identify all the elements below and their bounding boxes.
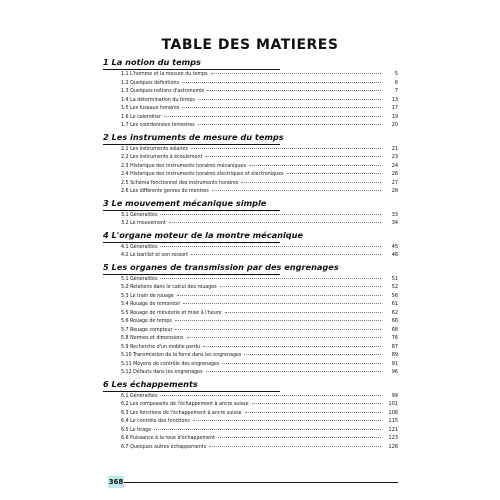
dot-leader [206, 371, 381, 372]
entry-page-number: 115 [388, 418, 398, 424]
dot-leader [160, 214, 381, 215]
dot-leader [175, 329, 381, 330]
toc-entry[interactable] [103, 334, 398, 343]
dot-leader [191, 148, 381, 149]
toc-entry[interactable] [103, 417, 398, 426]
entry-page-number: 26 [391, 171, 398, 177]
toc-entry[interactable] [103, 409, 398, 418]
entry-label: 6.6 Puissance à la roue d'échappement [121, 435, 215, 441]
dot-leader [252, 403, 381, 404]
dot-leader [182, 107, 381, 108]
entry-page-number: 23 [391, 154, 398, 160]
toc-entry[interactable] [103, 434, 398, 443]
entry-page-number: 28 [391, 188, 398, 194]
dot-leader [164, 116, 381, 117]
entry-page-number: 33 [391, 211, 398, 218]
toc-entry[interactable] [103, 292, 398, 301]
entry-label: 6.3 Les fonctions de l'échappement à ancre suisse [121, 409, 242, 416]
toc-entry[interactable] [103, 360, 398, 369]
dot-leader [160, 278, 381, 279]
entry-label: 1.4 La détermination du temps [121, 96, 195, 103]
dot-leader [191, 254, 381, 255]
entry-label: 3.1 Généralités [121, 211, 158, 218]
chapter-section [103, 378, 398, 452]
toc-entry[interactable] [103, 343, 398, 352]
dot-leader [187, 337, 382, 338]
entry-page-number: 123 [388, 435, 398, 441]
entry-label: 6.1 Généralités [121, 392, 158, 399]
entry-page-number: 21 [391, 145, 398, 152]
toc-entry[interactable] [103, 351, 398, 360]
entry-label: 5.10 Transmission de la force dans les engrenages [121, 352, 242, 358]
table-of-contents [103, 55, 398, 451]
entry-page-number: 7 [394, 88, 398, 94]
toc-entry[interactable] [103, 70, 398, 79]
entry-page-number: 89 [391, 352, 398, 358]
entry-page-number: 17 [391, 105, 398, 111]
toc-entry[interactable] [103, 121, 398, 130]
dot-leader [205, 156, 381, 157]
dot-leader [244, 354, 381, 355]
toc-entry[interactable] [103, 179, 398, 188]
toc-entry[interactable] [103, 187, 398, 196]
toc-entry[interactable] [103, 317, 398, 326]
toc-entry[interactable] [103, 326, 398, 335]
dot-leader [249, 165, 381, 166]
toc-entry[interactable] [103, 275, 398, 284]
chapter-title[interactable]: 4 L'organe moteur de la montre mécanique [103, 229, 280, 243]
dot-leader [245, 412, 381, 413]
toc-entry[interactable] [103, 96, 398, 105]
entry-page-number: 101 [388, 401, 398, 407]
entry-page-number: 91 [391, 360, 398, 367]
entry-page-number: 51 [391, 275, 398, 282]
chapter-section [103, 56, 398, 130]
toc-entry[interactable] [103, 87, 398, 96]
dot-leader [169, 222, 381, 223]
dot-leader [212, 190, 381, 191]
toc-entry[interactable] [103, 251, 398, 260]
dot-leader [220, 286, 381, 287]
toc-entry[interactable] [103, 283, 398, 292]
dot-leader [177, 295, 381, 296]
chapter-title[interactable]: 5 Les organes de transmission par des engrenages [103, 261, 280, 275]
dot-leader [154, 429, 381, 430]
toc-entry[interactable] [103, 170, 398, 179]
toc-entry[interactable] [103, 400, 398, 409]
chapter-title[interactable]: 6 Les échappements [103, 378, 280, 392]
entry-page-number: 27 [391, 179, 398, 186]
entry-label: 4.1 Généralités [121, 243, 158, 250]
entry-label: 5.7 Rouage compteur [121, 326, 173, 333]
entry-label: 2.2 Les instruments à écoulement [121, 154, 203, 160]
entry-page-number: 76 [391, 335, 398, 341]
toc-entry[interactable] [103, 368, 398, 377]
chapter-title[interactable]: 3 Le mouvement mécanique simple [103, 197, 280, 211]
dot-leader [211, 73, 381, 74]
entry-page-number: 20 [391, 122, 398, 128]
chapter-section [103, 229, 398, 260]
entry-label: 6.2 Les composants de l'échappement à ancre suisse [121, 401, 249, 407]
entry-label: 1.7 Les coordonnées terrestres [121, 122, 195, 128]
entry-label: 2.6 Les différents genres de montres [121, 188, 209, 194]
entry-page-number: 19 [391, 113, 398, 120]
entry-page-number: 62 [391, 309, 398, 316]
entry-page-number: 66 [391, 318, 398, 324]
entry-label: 1.5 Les fuseaux horaires [121, 105, 180, 111]
dot-leader [175, 320, 381, 321]
dot-leader [160, 395, 381, 396]
entry-label: 1.6 Le calendrier [121, 113, 162, 120]
entry-page-number: 46 [391, 252, 398, 258]
entry-label: 4.2 Le barillet et son ressort [121, 252, 189, 258]
entry-page-number: 121 [388, 426, 398, 433]
dot-leader [287, 173, 381, 174]
bottom-rule [124, 482, 398, 483]
entry-label: 5.6 Rouage de temps [121, 318, 172, 324]
toc-entry[interactable] [103, 426, 398, 435]
toc-entry[interactable] [103, 211, 398, 220]
toc-entry[interactable] [103, 309, 398, 318]
dot-leader [241, 182, 381, 183]
dot-leader [207, 90, 381, 91]
chapter-title[interactable]: 2 Les instruments de mesure du temps [103, 131, 280, 145]
chapter-title[interactable]: 1 La notion du temps [103, 56, 280, 70]
entry-label: 1.3 Quelques notions d'astronomie [121, 88, 205, 94]
entry-label: 5.12 Défauts dans les engrenages [121, 369, 203, 375]
page-number-badge: 368 [108, 478, 124, 486]
dot-leader [198, 124, 381, 125]
dot-leader [209, 446, 381, 447]
entry-label: 2.4 Historique des instruments horaires électriques et électroniques [121, 171, 284, 177]
dot-leader [182, 82, 381, 83]
entry-label: 5.4 Rouage de remontoir [121, 301, 181, 307]
entry-label: 6.7 Quelques autres échappements [121, 443, 207, 450]
dot-leader [193, 420, 381, 421]
entry-label: 5.1 Généralités [121, 275, 158, 282]
entry-page-number: 99 [391, 392, 398, 399]
entry-label: 6.4 Le contrôle des fonctions [121, 418, 190, 424]
toc-entry[interactable] [103, 443, 398, 452]
entry-label: 1.1 L'homme et la mesure du temps [121, 71, 208, 77]
dot-leader [222, 363, 381, 364]
dot-leader [218, 437, 381, 438]
entry-page-number: 96 [391, 369, 398, 375]
entry-label: 5.9 Recherche d'un mobile perdu [121, 343, 201, 350]
entry-label: 5.11 Moyens de contrôle des engrenages [121, 360, 220, 367]
chapter-section [103, 261, 398, 377]
entry-page-number: 6 [394, 79, 398, 86]
entry-page-number: 52 [391, 284, 398, 290]
entry-page-number: 45 [391, 243, 398, 250]
entry-page-number: 106 [388, 409, 398, 416]
toc-entry[interactable] [103, 153, 398, 162]
dot-leader [198, 99, 381, 100]
dot-leader [160, 246, 381, 247]
entry-page-number: 13 [391, 96, 398, 103]
entry-label: 5.3 Le train de rouage [121, 292, 174, 299]
entry-page-number: 126 [388, 443, 398, 450]
page-title: TABLE DES MATIERES [161, 37, 339, 53]
toc-entry[interactable] [103, 145, 398, 154]
toc-entry[interactable] [103, 79, 398, 88]
toc-entry[interactable] [103, 243, 398, 252]
entry-page-number: 5 [394, 71, 398, 77]
dot-leader [203, 346, 381, 347]
entry-label: 6.5 Le tirage [121, 426, 152, 433]
entry-page-number: 68 [391, 326, 398, 333]
toc-entry[interactable] [103, 104, 398, 113]
toc-entry[interactable] [103, 219, 398, 228]
entry-label: 5.8 Normes et dimensions [121, 335, 184, 341]
entry-page-number: 24 [391, 162, 398, 169]
chapter-section [103, 197, 398, 228]
entry-label: 2.3 Historique des instruments horaires mécaniques [121, 162, 246, 169]
toc-entry[interactable] [103, 162, 398, 171]
entry-page-number: 87 [391, 343, 398, 350]
dot-leader [183, 303, 381, 304]
entry-label: 3.2 Le mouvement [121, 220, 166, 226]
entry-page-number: 56 [391, 292, 398, 299]
entry-page-number: 61 [391, 301, 398, 307]
toc-entry[interactable] [103, 392, 398, 401]
toc-entry[interactable] [103, 300, 398, 309]
toc-entry[interactable] [103, 113, 398, 122]
dot-leader [225, 312, 381, 313]
entry-page-number: 34 [391, 220, 398, 226]
entry-label: 2.1 Les instruments solaires [121, 145, 188, 152]
entry-label: 2.5 Schéma fonctionnel des instruments horaires [121, 179, 239, 186]
chapter-section [103, 131, 398, 196]
entry-label: 5.2 Relations dans le calcul des rouages [121, 284, 217, 290]
entry-label: 1.2 Quelques définitions [121, 79, 180, 86]
entry-label: 5.5 Rouage de minuterie et mise à l'heure [121, 309, 222, 316]
